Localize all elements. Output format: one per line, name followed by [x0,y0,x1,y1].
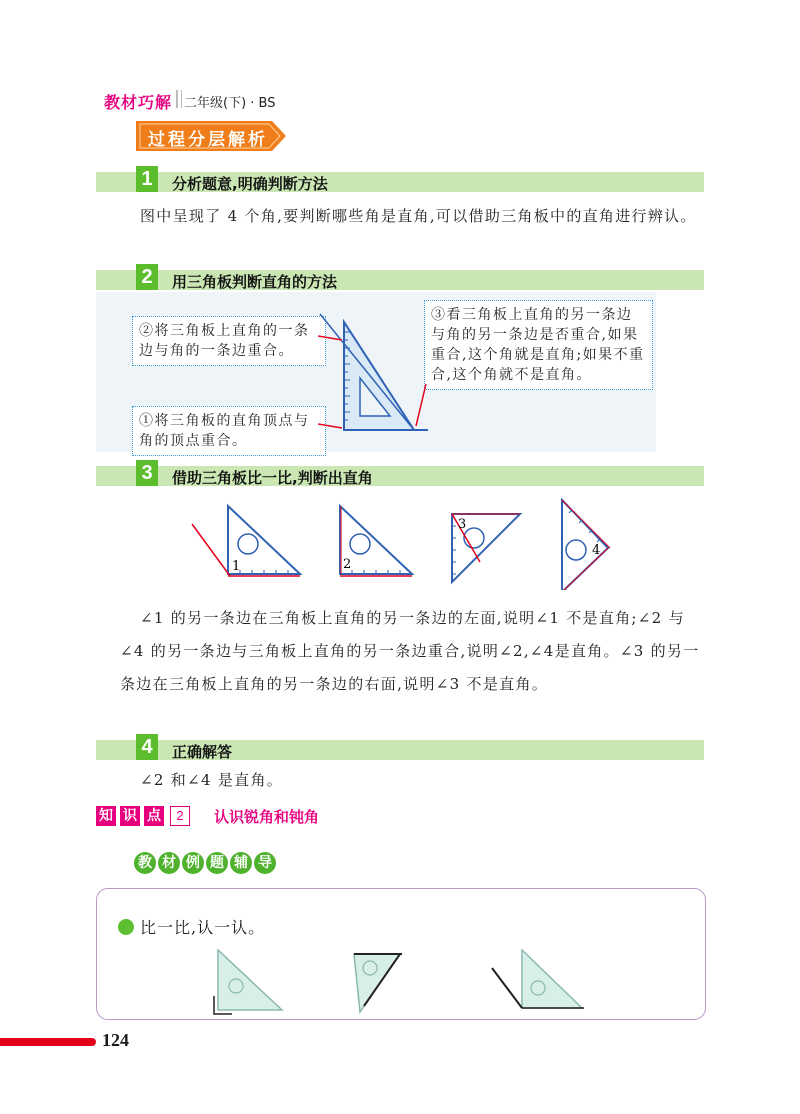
example-triangles [200,946,620,1016]
kp-title: 认识锐角和钝角 [214,808,320,826]
book-brand: 教材巧解 [104,93,173,112]
kp-char-1: 知 [96,806,116,826]
step1-text: 图中呈现了 4 个角,要判断哪些角是直角,可以借助三角板中的直角进行辨认。 [140,207,697,225]
note-step-1: ①将三角板的直角顶点与角的顶点重合。 [132,406,326,456]
step-title-3: 借助三角板比一比,判断出直角 [172,469,373,487]
step4-answer: ∠2 和∠4 是直角。 [140,771,284,789]
example-char-1: 教 [134,852,156,874]
step-number-1: 1 [136,166,158,192]
step-title-4: 正确解答 [172,743,233,761]
angle-label-2: 2 [343,557,352,572]
kp-char-2: 识 [120,806,140,826]
example-char-4: 题 [206,852,228,874]
kp-char-3: 点 [144,806,164,826]
page-bar [0,1038,96,1046]
example-char-2: 材 [158,852,180,874]
angle-comparison-figure [190,498,630,590]
note-step-2: ②将三角板上直角的一条边与角的一条边重合。 [132,316,326,366]
page-number: 124 [102,1030,129,1050]
example-char-5: 辅 [230,852,252,874]
example-char-6: 导 [254,852,276,874]
header-divider [176,90,182,108]
step-title-2: 用三角板判断直角的方法 [172,273,338,291]
set-square-diagram [318,312,438,442]
angle-label-1: 1 [232,559,241,574]
step-number-4: 4 [136,734,158,760]
panel-instruction: 比一比,认一认。 [140,918,266,937]
angle-1-figure [192,506,300,576]
angle-4-figure [562,500,610,590]
step-number-3: 3 [136,460,158,486]
kp-number: 2 [170,806,190,826]
angle-label-3: 3 [458,517,467,532]
example-char-3: 例 [182,852,204,874]
bullet-icon [118,919,134,935]
note-step-3: ③看三角板上直角的另一条边与角的另一条边是否重合,如果重合,这个角就是直角;如果不重合,这个角就不是直角。 [424,300,653,390]
banner-title: 过程分层解析 [148,130,268,150]
step-number-2: 2 [136,264,158,290]
angle-label-4: 4 [592,543,601,558]
step-title-1: 分析题意,明确判断方法 [172,175,328,193]
book-grade: 二年级(下) · BS [184,96,276,111]
step3-text: ∠1 的另一条边在三角板上直角的另一条边的左面,说明∠1 不是直角;∠2 与∠4 的另一条边与三角板上直角的另一条边重合,说明∠2,∠4是直角。∠3 的另一条边在三角板上直角的另一条边的右面,说明∠3 不是直角。 [120,609,700,693]
